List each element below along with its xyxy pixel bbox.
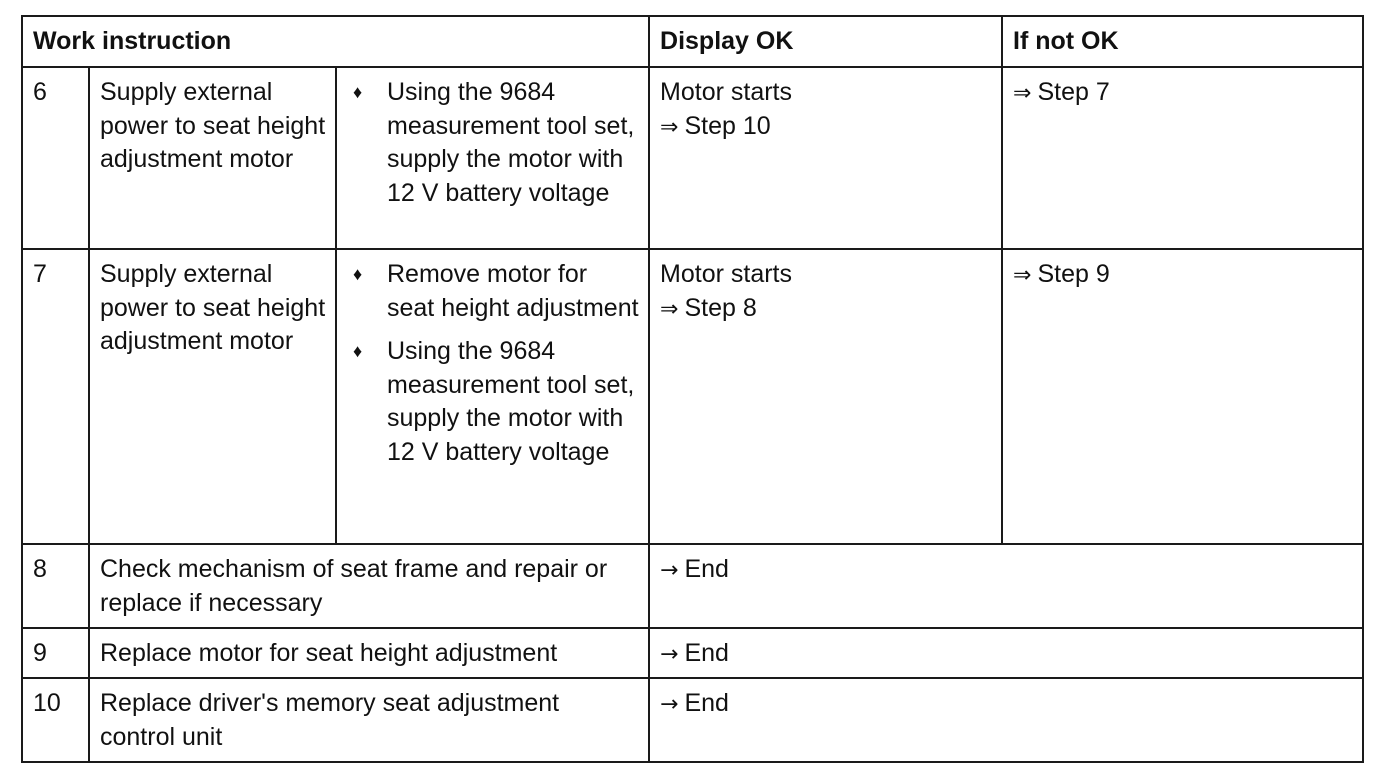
arrow-right-icon: → — [660, 558, 679, 583]
result-cell — [649, 544, 1363, 628]
double-arrow-icon: ⇒ — [1013, 81, 1032, 106]
detail-text: Remove motor for seat height adjustment — [387, 260, 639, 322]
step-number: 7 — [22, 249, 89, 544]
result-text: End — [684, 639, 729, 667]
header-work-instruction: Work instruction — [22, 16, 649, 67]
step-details — [336, 249, 649, 544]
step-action: Check mechanism of seat frame and repair or replace if necessary — [89, 544, 649, 628]
detail-item — [347, 76, 639, 210]
bullet-icon: ♦ — [353, 82, 363, 102]
step-number: 6 — [22, 67, 89, 249]
result-text: End — [684, 689, 729, 717]
detail-text: Using the 9684 measurement tool set, supply the motor with 12 V battery voltage — [387, 78, 635, 207]
header-display-ok: Display OK — [649, 16, 1002, 67]
table-row-step-9 — [22, 628, 1363, 678]
ok-result-text: Motor starts — [660, 260, 793, 288]
bullet-icon: ♦ — [353, 341, 363, 361]
if-not-ok-cell — [1002, 67, 1363, 249]
step-number: 9 — [22, 628, 89, 678]
display-ok-cell — [649, 249, 1002, 544]
detail-item — [347, 335, 639, 469]
ok-result-text: Motor starts — [660, 78, 793, 106]
ok-target-step: Step 10 — [684, 111, 771, 140]
detail-item — [347, 258, 639, 325]
table-row-step-8 — [22, 544, 1363, 628]
double-arrow-icon: ⇒ — [660, 114, 679, 140]
step-details — [336, 67, 649, 249]
double-arrow-icon: ⇒ — [660, 296, 679, 322]
step-number: 10 — [22, 678, 89, 762]
bullet-icon: ♦ — [353, 264, 363, 284]
result-cell — [649, 628, 1363, 678]
result-text: End — [684, 555, 729, 583]
nok-target-step: Step 9 — [1037, 260, 1110, 288]
step-action: Supply external power to seat height adjustment motor — [89, 249, 336, 544]
work-instruction-table — [21, 15, 1364, 763]
nok-target-step: Step 7 — [1037, 78, 1110, 106]
step-action: Replace driver's memory seat adjustment control unit — [89, 678, 649, 762]
step-action: Replace motor for seat height adjustment — [89, 628, 649, 678]
table-row-step-7 — [22, 249, 1363, 544]
result-cell — [649, 678, 1363, 762]
table-row-step-6 — [22, 67, 1363, 249]
table-row-step-10 — [22, 678, 1363, 762]
header-if-not-ok: If not OK — [1002, 16, 1363, 67]
display-ok-cell — [649, 67, 1002, 249]
detail-text: Using the 9684 measurement tool set, supply the motor with 12 V battery voltage — [387, 337, 635, 466]
step-number: 8 — [22, 544, 89, 628]
header-row — [22, 16, 1363, 67]
step-action: Supply external power to seat height adjustment motor — [89, 67, 336, 249]
ok-target-step: Step 8 — [684, 293, 757, 322]
if-not-ok-cell — [1002, 249, 1363, 544]
arrow-right-icon: → — [660, 692, 679, 717]
arrow-right-icon: → — [660, 642, 679, 667]
double-arrow-icon: ⇒ — [1013, 263, 1032, 288]
